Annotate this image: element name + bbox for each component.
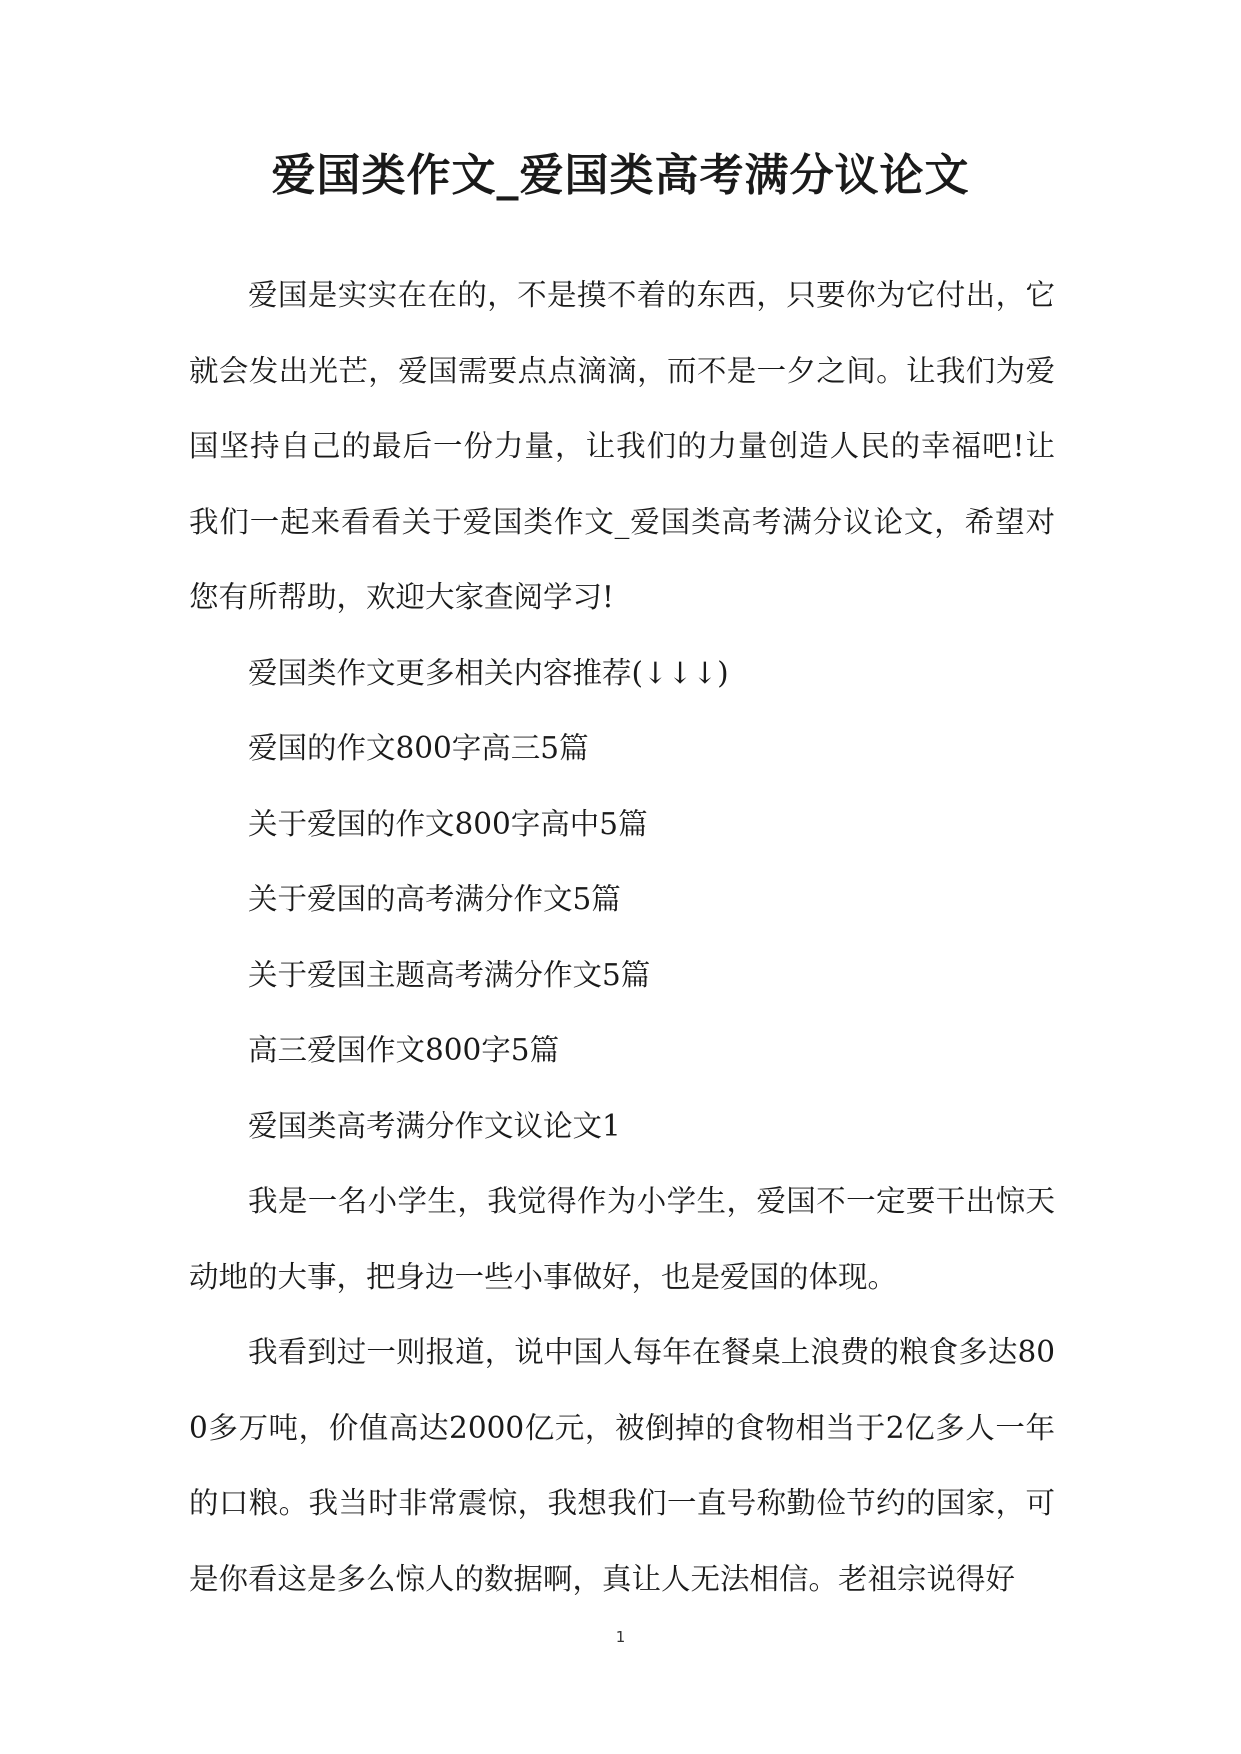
recommend-item: 关于爱国主题高考满分作文5篇 xyxy=(248,957,651,992)
paragraph-body: 我是一名小学生，我觉得作为小学生，爱国不一定要干出惊天动地的大事，把身边一些小事做好，也是爱国的体现。 xyxy=(189,1184,1055,1294)
recommend-item: 高三爱国作文800字5篇 xyxy=(248,1033,560,1067)
document-body xyxy=(189,258,1055,1617)
paragraph-body: 我看到过一则报道，说中国人每年在餐桌上浪费的粮食多达800多万吨，价值高达2000亿元，被倒掉的食物相当于2亿多人一年的口粮。我当时非常震惊，我想我们一直号称勤俭节约的国家，可是你看这是多么惊人的数据啊，真让人无法相信。老祖宗说得好 xyxy=(189,1335,1055,1596)
recommend-item: 关于爱国的高考满分作文5篇 xyxy=(248,882,621,916)
recommend-item: 爱国的作文800字高三5篇 xyxy=(248,731,589,765)
recommend-item: 关于爱国的作文800字高中5篇 xyxy=(248,806,648,841)
section-heading: 爱国类高考满分作文议论文1 xyxy=(248,1108,621,1143)
page-number: 1 xyxy=(615,1628,626,1646)
document-title: 爱国类作文_爱国类高考满分议论文 xyxy=(271,150,970,201)
paragraph-intro: 爱国是实实在在的，不是摸不着的东西，只要你为它付出，它就会发出光芒，爱国需要点点滴滴，而不是一夕之间。让我们为爱国坚持自己的最后一份力量，让我们的力量创造人民的幸福吧!让我们一起来看看关于爱国类作文_爱国类高考满分议论文，希望对您有所帮助，欢迎大家查阅学习! xyxy=(189,278,1055,614)
paragraph-recommend-heading: 爱国类作文更多相关内容推荐(↓↓↓) xyxy=(248,655,729,690)
